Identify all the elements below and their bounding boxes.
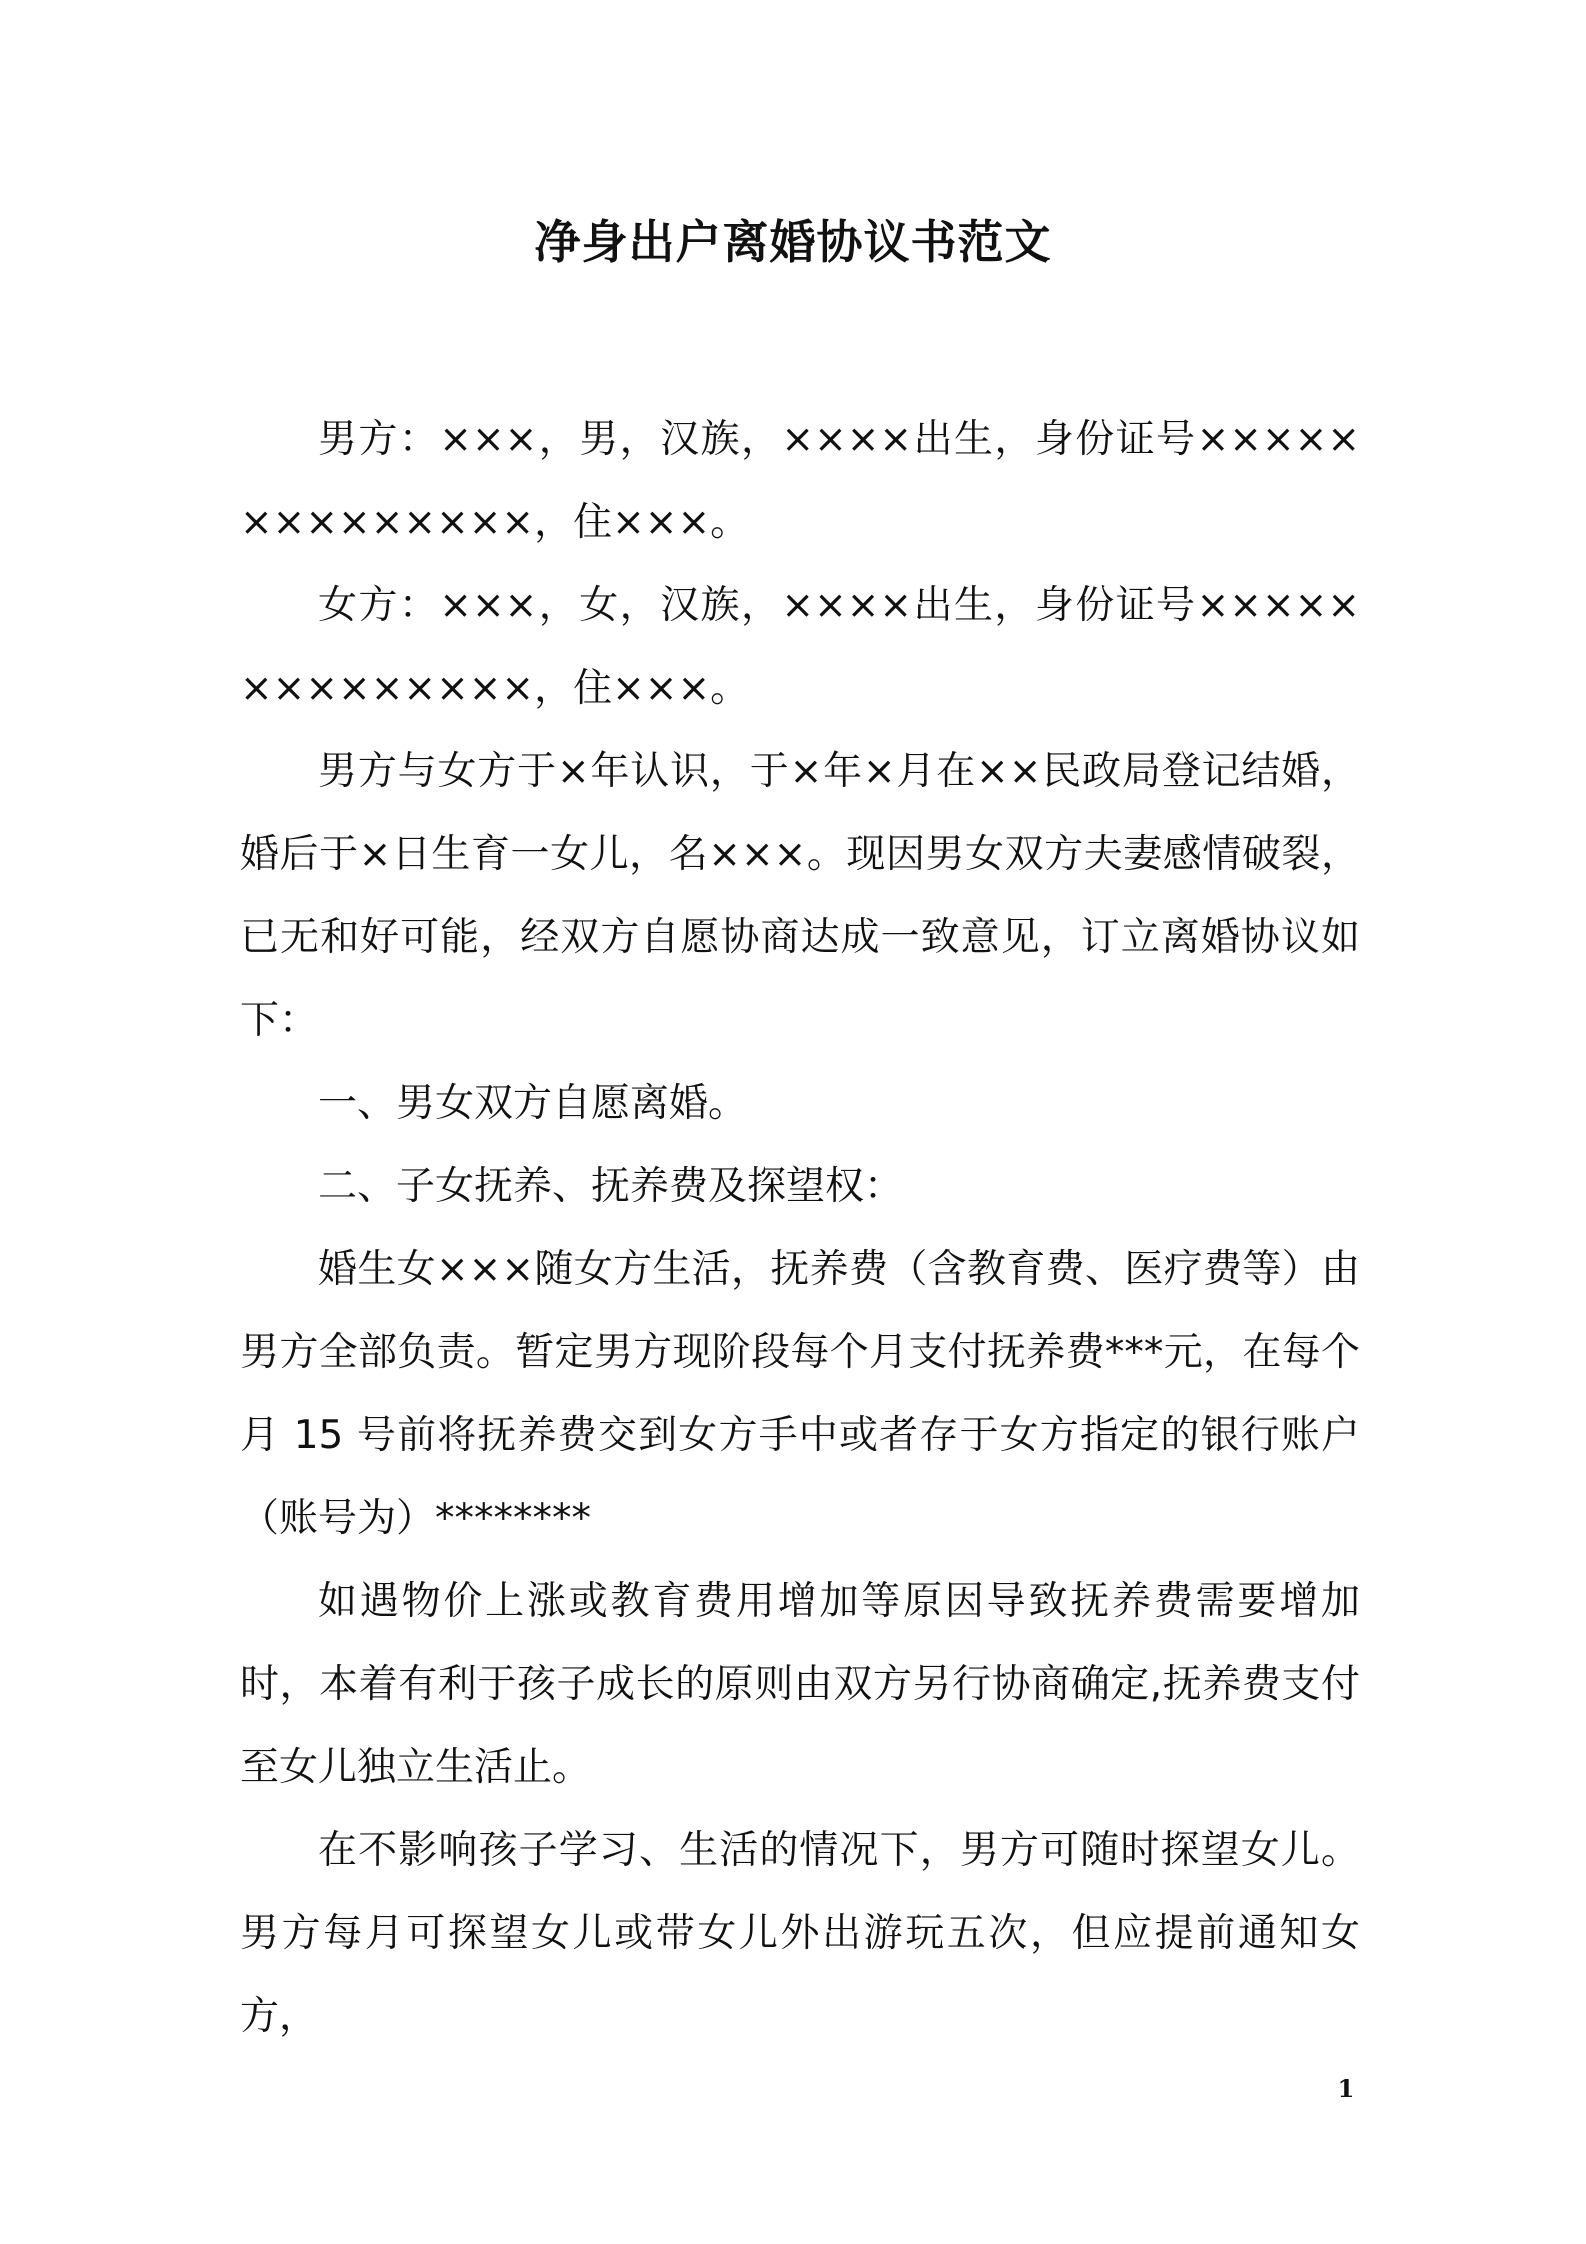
paragraph-child-support: 婚生女×××随女方生活，抚养费（含教育费、医疗费等）由男方全部负责。暂定男方现阶段每个月支付抚养费***元，在每个月 15 号前将抚养费交到女方手中或者存于女方指定的银行账户（账号为）********	[240, 1247, 1360, 1541]
page-number: 1	[1337, 2074, 1355, 2103]
document-title: 净身出户离婚协议书范文	[534, 215, 1052, 269]
paragraph-clause-2-heading: 二、子女抚养、抚养费及探望权：	[318, 1164, 904, 1209]
paragraph-clause-1: 一、男女双方自愿离婚。	[318, 1081, 748, 1126]
paragraph-support-increase: 如遇物价上涨或教育费用增加等原因导致抚养费需要增加时，本着有利于孩子成长的原则由双方另行协商确定,抚养费支付至女儿独立生活止。	[240, 1579, 1360, 1790]
paragraph-visitation: 在不影响孩子学习、生活的情况下，男方可随时探望女儿。男方每月可探望女儿或带女儿外出游玩五次，但应提前通知女方，	[240, 1828, 1360, 2039]
paragraph-female-party: 女方：×××，女，汉族，××××出生，身份证号××××××××××××××，住×××。	[240, 583, 1360, 711]
paragraph-background: 男方与女方于×年认识，于×年×月在××民政局登记结婚，婚后于×日生育一女儿，名×××。现因男女双方夫妻感情破裂，已无和好可能，经双方自愿协商达成一致意见，订立离婚协议如下：	[240, 749, 1360, 1043]
document-body	[240, 398, 1360, 2058]
paragraph-male-party: 男方：×××，男，汉族，××××出生，身份证号××××××××××××××，住×××。	[240, 417, 1360, 545]
